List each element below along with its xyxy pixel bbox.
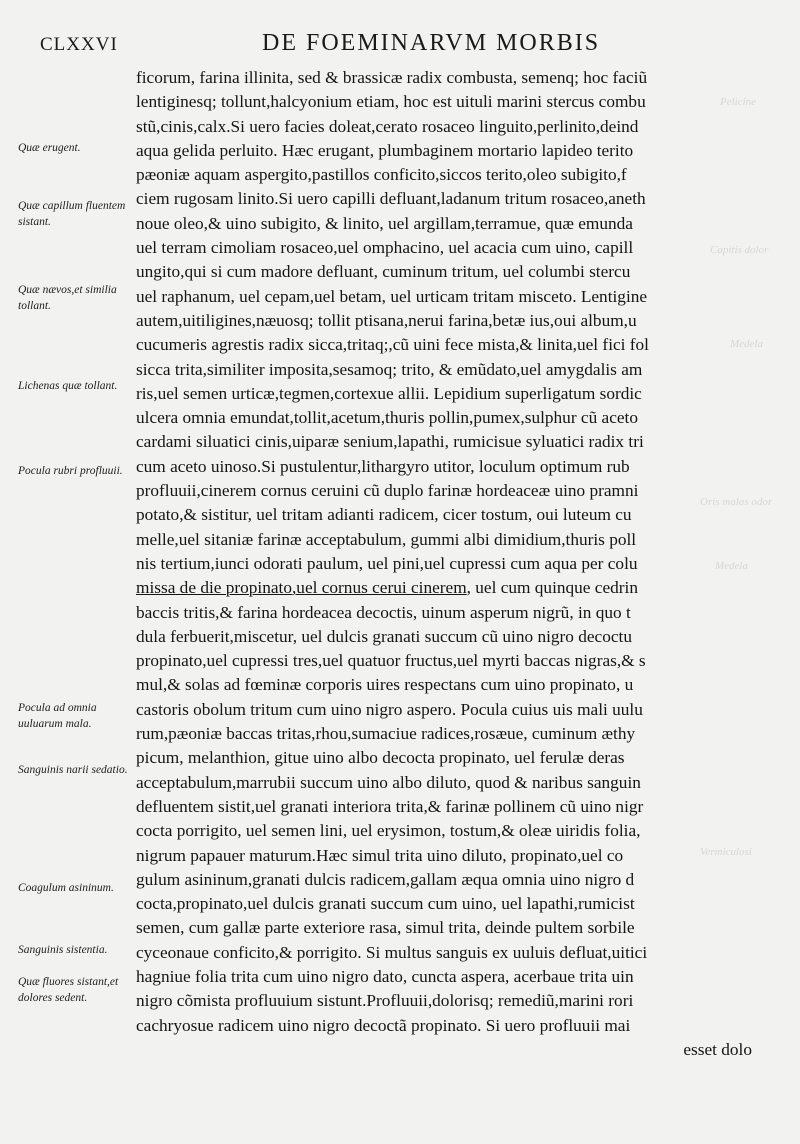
text-line: melle,uel sitaniæ farinæ acceptabulum, gummi albi dimidium,thuris poll xyxy=(136,529,637,549)
text-line: ulcera omnia emundat,tollit,acetum,thuris pollin,pumex,sulphur cũ aceto xyxy=(136,408,638,428)
text-line: potato,& sistitur, uel tritam adianti radicem, cicer tostum, oui luteum cu xyxy=(136,505,632,525)
text-line: cardami siluatici cinis,uiparæ senium,lapathi, rumicisue syluatici radix tri xyxy=(136,432,644,452)
bleed-through-text: Pelicine xyxy=(720,96,757,108)
text-line: semen, cum gallæ parte exteriore rasa, simul trita, deinde pultem sorbile xyxy=(136,918,635,938)
text-line: aqua gelida perluito. Hæc erugant, plumbaginem mortario lapideo terito xyxy=(136,140,634,160)
bleed-through-text: Medela xyxy=(730,338,763,350)
margin-note: Quæ erugent. xyxy=(18,142,81,154)
text-line: stũ,cinis,calx.Si uero facies doleat,cerato rosaceo linguito,perlinito,deind xyxy=(136,116,639,136)
margin-note: Quæ nævos,et similia tollant. xyxy=(18,284,117,312)
text-line: esset dolo xyxy=(683,1039,752,1059)
margin-notes xyxy=(0,0,128,1144)
bleed-through-text: Capitis dolor xyxy=(710,244,769,256)
text-line: hagniue folia trita cum uino nigro dato, cuncta aspera, acerbaue trita uin xyxy=(136,966,634,986)
text-line: gulum asininum,granati dulcis radicem,gallam æqua omnia uino nigro d xyxy=(136,869,635,889)
text-line: acceptabulum,marrubii succum uino albo diluto, quod & naribus sanguin xyxy=(136,772,641,792)
text-line: ris,uel semen urticæ,tegmen,cortexue allii. Lepidium superligatum sordic xyxy=(136,383,642,403)
text-line: cachryosue radicem uino nigro decoctã propinato. Si uero profluuii mai xyxy=(136,1015,631,1035)
text-line: cocta porrigito, uel semen lini, uel erysimon, tostum,& oleæ uiridis folia, xyxy=(136,821,641,841)
margin-note: Quæ capillum fluentem sistant. xyxy=(18,200,126,228)
text-line: uel raphanum, uel cepam,uel betam, uel urticam tritam misceto. Lentigine xyxy=(136,286,648,306)
text-line: baccis tritis,& farina hordeacea decoctis, uinum asperum nigrũ, in quo t xyxy=(136,602,631,622)
margin-note: Coagulum asininum. xyxy=(18,882,114,894)
text-line: ungito,qui si cum madore defluant, cuminum tritum, uel columbi stercu xyxy=(136,262,631,282)
text-line: ciem rugosam linito.Si uero capilli defluant,ladanum tritum rosaceo,aneth xyxy=(136,189,646,209)
text-line: nigro cõmista profluuium sistunt.Profluuii,dolorisq; remediũ,marini rori xyxy=(136,991,634,1011)
text-line: mul,& solas ad fœminæ corporis uires respectans cum uino propinato, u xyxy=(136,675,634,695)
text-line: ficorum, farina illinita, sed & brassicæ radix combusta, semenq; hoc faciũ xyxy=(136,68,648,87)
text-line: cyceonaue conficito,& porrigito. Si multus sanguis ex uuluis defluat,uitici xyxy=(136,942,648,962)
margin-note: Lichenas quæ tollant. xyxy=(18,380,118,392)
text-line: profluuii,cinerem cornus ceruini cũ duplo farinæ hordeaceæ uino pramni xyxy=(136,481,639,501)
text-line: autem,uitiligines,næuosq; tollit ptisana,nerui farina,betæ ius,oui album,u xyxy=(136,310,637,330)
text-line: sicca trita,similiter imposita,sesamoq; trito, & emũdato,uel amygdalis am xyxy=(136,359,643,379)
text-line: nis tertium,iunci odorati paulum, uel pini,uel cupressi cum aqua per colu xyxy=(136,553,638,573)
text-line: nigrum papauer maturum.Hæc simul trita uino diluto, propinato,uel co xyxy=(136,845,624,865)
margin-note: Quæ fluores sistant,et dolores sedent. xyxy=(18,976,119,1004)
margin-note: Sanguinis narii sedatio. xyxy=(18,764,128,776)
bleed-through-text: Oris malas odor xyxy=(700,496,773,508)
body-text xyxy=(136,66,800,1062)
text-line: castoris obolum tritum cum uino nigro aspero. Pocula cuius uis mali uulu xyxy=(136,699,643,719)
margin-note: Pocula rubri profluuii. xyxy=(18,465,123,477)
underlined-phrase: missa de die propinato,uel cornus cerui cinerem xyxy=(136,578,467,598)
text-line: lentiginesq; tollunt,halcyonium etiam, hoc est uituli marini stercus combu xyxy=(136,92,646,112)
text-line: dula ferbuerit,miscetur, uel dulcis granati succum cũ uino nigro decoctu xyxy=(136,626,632,646)
text-line: cucumeris agrestis radix sicca,tritaq;,cũ uini fece mista,& linita,uel fici fol xyxy=(136,335,649,355)
text-line: uel terram cimoliam rosaceo,uel omphacino, uel acacia cum uino, capill xyxy=(136,238,634,258)
text-line: rum,pæoniæ baccas tritas,rhou,sumaciue radices,rosæue, cuminum æthy xyxy=(136,724,636,744)
bleed-through-text: Medela xyxy=(715,560,748,572)
text-line: cum aceto uinoso.Si pustulentur,lithargyro utitor, loculum optimum rub xyxy=(136,456,630,476)
margin-note: Sanguinis sistentia. xyxy=(18,944,108,956)
text-line: picum, melanthion, gitue uino albo decocta propinato, uel ferulæ deras xyxy=(136,748,625,768)
page-number: CLXXVI xyxy=(40,34,118,55)
text-line: pæoniæ aquam aspergito,pastillos conficito,siccos terito,oleo subigito,f xyxy=(136,165,627,185)
text-line: noue oleo,& uino subigito, & linito, uel argillam,terramue, quæ emunda xyxy=(136,213,633,233)
bleed-through-text: Vermiculosi xyxy=(700,846,752,858)
margin-note: Pocula ad omnia uuluarum mala. xyxy=(18,702,97,730)
text-line: defluentem sistit,uel granati interiora trita,& farinæ pollinem cũ uino nigr xyxy=(136,796,644,816)
running-head: DE FOEMINARVM MORBIS xyxy=(262,30,601,56)
text-line: propinato,uel cupressi tres,uel quatuor fructus,uel myrti baccas nigras,& s xyxy=(136,651,646,671)
text-line: cocta,propinato,uel dulcis granati succum cum uino, uel lapathi,rumicist xyxy=(136,894,635,914)
text-line: missa de die propinato,uel cornus cerui cinerem, uel cum quinque cedrin xyxy=(136,578,638,598)
